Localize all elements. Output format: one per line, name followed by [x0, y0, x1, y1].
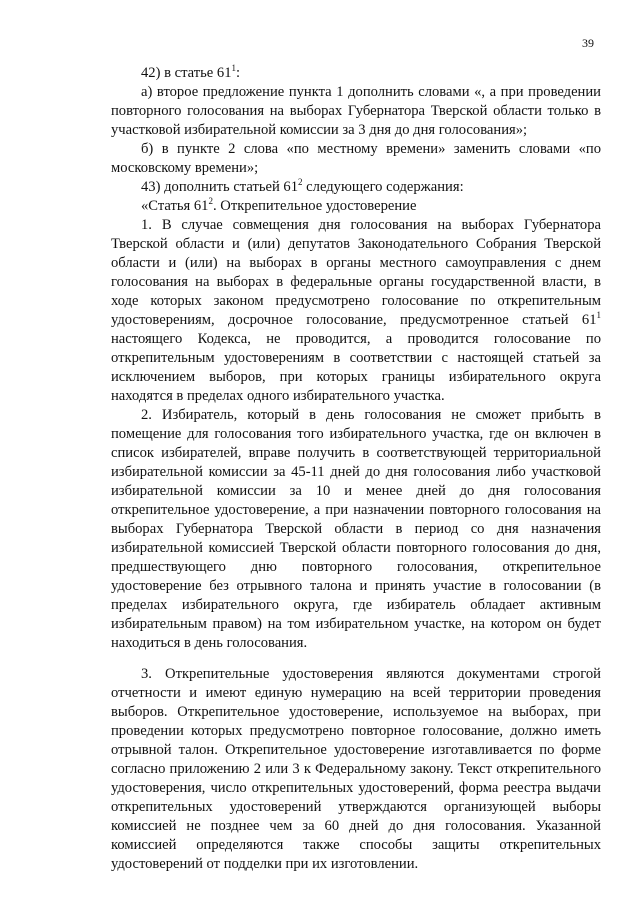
paragraph-42b: б) в пункте 2 слова «по местному времени» заменить словами «по московскому времени»;	[111, 141, 601, 176]
page-number: 39	[582, 36, 594, 50]
article-clause-1: 1. В случае совмещения дня голосования на выборах Губернатора Тверской области и (или) депутатов Законодательного Собрания Тверской области и (или) на выборах в органы местного самоуправления с днем голосования на выборах в федеральные органы государственной власти, в ходе которых законом предусмотрено голосование по открепительным удостоверениям, досрочное голосование, предусмотренное статьей $61^1$ настоящего Кодекса, не проводится, а проводится голосование по открепительным удостоверениям в соответствии с настоящей статьей за исключением выборов, при которых границы избирательного округа находятся в пределах одного избирательного участка.	[111, 217, 601, 404]
article-clause-3: 3. Открепительные удостоверения являются документами строгой отчетности и имеют единую нумерацию на всей территории проведения выборов. Открепительное удостоверение, используемое на выборах, при проведении которых предусмотрено повторное голосование, должно иметь отрывной талон. Открепительное удостоверение изготавливается по форме согласно приложению 2 или 3 к Федеральному закону. Текст открепительного удостоверения, число открепительных удостоверений, форма реестра выдачи открепительных удостоверений утверждаются организующей выборы комиссией не позднее чем за 60 дней до дня голосования. Указанной комиссией определяются также способы защиты открепительных удостоверений от подделки при их изготовлении.	[111, 666, 601, 872]
document-body	[111, 64, 601, 874]
paragraph-43: 43) дополнить статьей $61^2$ следующего содержания:	[141, 177, 464, 195]
paragraph-42: 42) в статье $61^1$:	[141, 63, 241, 81]
article-heading: «Статья $61^2$. Открепительное удостоверение	[141, 196, 417, 214]
paragraph-42a: а) второе предложение пункта 1 дополнить словами «, а при проведении повторного голосования на выборах Губернатора Тверской области только в участковой избирательной комиссии за 3 дня до дня голосования»;	[111, 84, 601, 138]
article-clause-2: 2. Избиратель, который в день голосования не сможет прибыть в помещение для голосования того избирательного участка, где он включен в список избирателей, вправе получить в соответствующей территориальной избирательной комиссии за 45-11 дней до дня голосования либо участковой избирательной комиссии за 10 и менее дней до дня голосования открепительное удостоверение, а при назначении повторного голосования на выборах Губернатора Тверской области в период со дня назначения избирательной комиссией Тверской области повторного голосования до дня, предшествующего дню повторного голосования, открепительное удостоверение без отрывного талона и принять участие в голосовании (в пределах избирательного округа, где избиратель обладает активным избирательным правом) на том избирательном участке, на котором он будет находиться в день голосования.	[111, 407, 601, 651]
